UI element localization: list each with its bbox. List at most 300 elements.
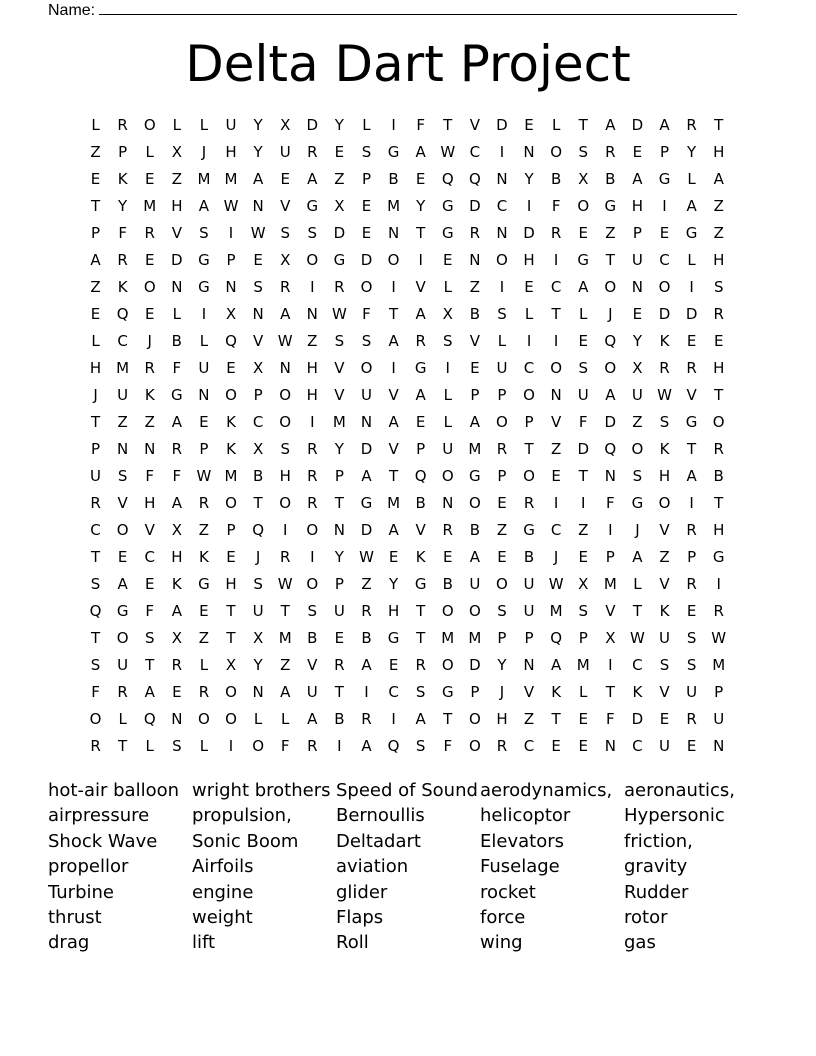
grid-letter[interactable]: R <box>117 116 128 134</box>
grid-letter[interactable]: L <box>91 116 100 134</box>
grid-letter[interactable]: X <box>578 575 589 593</box>
grid-letter[interactable]: I <box>310 548 315 566</box>
grid-letter[interactable]: R <box>90 737 101 755</box>
grid-letter[interactable]: U <box>686 683 698 701</box>
grid-letter[interactable]: L <box>443 278 452 296</box>
grid-letter[interactable]: E <box>361 224 372 242</box>
grid-letter[interactable]: A <box>307 170 318 188</box>
grid-letter[interactable]: M <box>468 629 482 647</box>
grid-letter[interactable]: W <box>657 386 672 404</box>
grid-letter[interactable]: K <box>632 683 643 701</box>
grid-letter[interactable]: P <box>714 683 724 701</box>
grid-letter[interactable]: L <box>145 737 154 755</box>
grid-letter[interactable]: M <box>387 197 401 215</box>
grid-letter[interactable]: N <box>469 251 481 269</box>
grid-letter[interactable]: L <box>199 116 209 134</box>
grid-letter[interactable]: X <box>225 656 237 674</box>
grid-letter[interactable]: Q <box>604 440 617 458</box>
grid-letter[interactable]: W <box>223 197 239 215</box>
grid-letter[interactable]: I <box>391 710 396 728</box>
grid-letter[interactable]: S <box>199 224 209 242</box>
grid-letter[interactable]: N <box>306 305 318 323</box>
grid-letter[interactable]: X <box>252 629 264 647</box>
grid-letter[interactable]: R <box>686 575 697 593</box>
grid-letter[interactable]: E <box>524 116 534 134</box>
grid-letter[interactable]: Q <box>441 170 454 188</box>
grid-letter[interactable]: G <box>306 197 319 215</box>
grid-letter[interactable]: O <box>279 386 292 404</box>
grid-letter[interactable]: A <box>388 521 399 539</box>
grid-letter[interactable]: R <box>307 494 318 512</box>
grid-letter[interactable]: A <box>144 683 155 701</box>
grid-letter[interactable]: Y <box>632 332 642 350</box>
grid-letter[interactable]: V <box>307 656 318 674</box>
grid-letter[interactable]: N <box>252 305 264 323</box>
grid-letter[interactable]: Q <box>550 629 563 647</box>
grid-letter[interactable]: X <box>171 629 182 647</box>
grid-letter[interactable]: B <box>550 170 562 188</box>
grid-letter[interactable]: F <box>172 467 182 485</box>
grid-letter[interactable]: N <box>279 359 291 377</box>
grid-letter[interactable]: E <box>551 737 561 755</box>
grid-letter[interactable]: M <box>441 629 455 647</box>
grid-letter[interactable]: Z <box>90 278 101 296</box>
grid-letter[interactable]: T <box>416 602 426 620</box>
grid-letter[interactable]: A <box>415 386 426 404</box>
grid-letter[interactable]: E <box>497 494 507 512</box>
grid-letter[interactable]: Y <box>497 656 507 674</box>
grid-letter[interactable]: Z <box>361 575 372 593</box>
grid-letter[interactable]: T <box>416 629 426 647</box>
grid-letter[interactable]: G <box>198 575 210 593</box>
grid-letter[interactable]: O <box>468 710 481 728</box>
grid-letter[interactable]: M <box>116 359 130 377</box>
grid-letter[interactable]: G <box>469 467 481 485</box>
grid-letter[interactable]: L <box>199 737 209 755</box>
grid-letter[interactable]: D <box>360 521 373 539</box>
grid-letter[interactable]: U <box>117 656 129 674</box>
grid-letter[interactable]: I <box>608 521 613 539</box>
grid-letter[interactable]: S <box>172 737 182 755</box>
grid-letter[interactable]: U <box>306 683 318 701</box>
grid-letter[interactable]: W <box>630 629 645 647</box>
grid-letter[interactable]: A <box>280 305 291 323</box>
grid-letter[interactable]: N <box>631 278 644 296</box>
grid-letter[interactable]: R <box>117 683 128 701</box>
grid-letter[interactable]: H <box>171 197 183 215</box>
grid-letter[interactable]: T <box>90 197 101 215</box>
grid-letter[interactable]: L <box>551 116 561 134</box>
grid-letter[interactable]: T <box>687 440 697 458</box>
grid-letter[interactable]: W <box>196 467 212 485</box>
grid-letter[interactable]: C <box>90 521 101 539</box>
grid-letter[interactable]: L <box>281 710 290 728</box>
grid-letter[interactable]: Z <box>659 548 670 566</box>
grid-letter[interactable]: M <box>712 656 726 674</box>
grid-letter[interactable]: E <box>226 359 236 377</box>
grid-letter[interactable]: R <box>605 143 616 161</box>
grid-letter[interactable]: U <box>523 575 535 593</box>
grid-letter[interactable]: E <box>470 359 480 377</box>
grid-letter[interactable]: E <box>497 548 507 566</box>
grid-letter[interactable]: E <box>686 602 697 620</box>
grid-letter[interactable]: H <box>713 521 725 539</box>
grid-letter[interactable]: H <box>496 710 508 728</box>
grid-letter[interactable]: M <box>143 197 157 215</box>
grid-letter[interactable]: A <box>388 413 399 431</box>
grid-letter[interactable]: R <box>686 116 697 134</box>
grid-letter[interactable]: D <box>171 251 183 269</box>
grid-letter[interactable]: T <box>253 494 263 512</box>
grid-letter[interactable]: H <box>279 467 291 485</box>
grid-letter[interactable]: J <box>147 332 152 350</box>
grid-letter[interactable]: A <box>415 710 426 728</box>
grid-letter[interactable]: R <box>198 494 210 512</box>
grid-letter[interactable]: Z <box>713 224 724 242</box>
grid-letter[interactable]: E <box>578 710 588 728</box>
grid-letter[interactable]: F <box>172 359 182 377</box>
grid-letter[interactable]: R <box>171 440 183 458</box>
grid-letter[interactable]: J <box>553 548 559 566</box>
grid-letter[interactable]: G <box>441 224 454 242</box>
grid-letter[interactable]: V <box>659 683 670 701</box>
grid-letter[interactable]: S <box>253 575 263 593</box>
grid-letter[interactable]: E <box>632 143 643 161</box>
grid-letter[interactable]: V <box>686 386 697 404</box>
grid-letter[interactable]: O <box>306 521 319 539</box>
grid-letter[interactable]: V <box>659 575 670 593</box>
grid-letter[interactable]: H <box>658 467 671 485</box>
grid-letter[interactable]: E <box>334 143 345 161</box>
grid-letter[interactable]: C <box>550 278 562 296</box>
grid-letter[interactable]: A <box>171 602 182 620</box>
grid-letter[interactable]: R <box>713 305 724 323</box>
grid-letter[interactable]: B <box>605 170 616 188</box>
grid-letter[interactable]: G <box>414 359 427 377</box>
grid-letter[interactable]: N <box>442 494 454 512</box>
grid-letter[interactable]: X <box>252 359 264 377</box>
grid-letter[interactable]: W <box>711 629 727 647</box>
grid-letter[interactable]: P <box>578 629 588 647</box>
grid-letter[interactable]: E <box>443 548 453 566</box>
grid-letter[interactable]: F <box>551 197 561 215</box>
grid-letter[interactable]: Y <box>687 143 697 161</box>
grid-letter[interactable]: E <box>632 305 643 323</box>
grid-letter[interactable]: H <box>306 359 318 377</box>
grid-letter[interactable]: R <box>144 224 155 242</box>
grid-letter[interactable]: T <box>605 683 615 701</box>
grid-letter[interactable]: O <box>604 278 617 296</box>
grid-letter[interactable]: M <box>332 413 346 431</box>
grid-letter[interactable]: Z <box>605 224 616 242</box>
grid-letter[interactable]: W <box>548 575 564 593</box>
grid-letter[interactable]: G <box>523 521 535 539</box>
grid-letter[interactable]: O <box>387 251 400 269</box>
grid-letter[interactable]: D <box>631 116 644 134</box>
grid-letter[interactable]: C <box>117 332 128 350</box>
grid-letter[interactable]: O <box>577 197 590 215</box>
grid-letter[interactable]: A <box>632 548 643 566</box>
grid-letter[interactable]: N <box>713 737 725 755</box>
grid-letter[interactable]: E <box>686 332 697 350</box>
grid-letter[interactable]: U <box>90 467 102 485</box>
grid-letter[interactable]: Z <box>198 629 210 647</box>
grid-letter[interactable]: E <box>280 170 290 188</box>
grid-letter[interactable]: Y <box>388 575 399 593</box>
grid-letter[interactable]: S <box>361 332 372 350</box>
grid-letter[interactable]: I <box>526 332 532 350</box>
grid-letter[interactable]: F <box>91 683 100 701</box>
grid-letter[interactable]: E <box>415 413 426 431</box>
grid-letter[interactable]: X <box>578 170 589 188</box>
grid-letter[interactable]: O <box>279 494 292 512</box>
grid-letter[interactable]: R <box>307 143 318 161</box>
grid-letter[interactable]: S <box>578 359 588 377</box>
grid-letter[interactable]: J <box>635 521 640 539</box>
grid-letter[interactable]: G <box>116 602 129 620</box>
grid-letter[interactable]: C <box>632 737 643 755</box>
grid-letter[interactable]: S <box>90 575 101 593</box>
grid-letter[interactable]: T <box>226 629 236 647</box>
grid-letter[interactable]: P <box>226 521 236 539</box>
grid-letter[interactable]: E <box>578 548 588 566</box>
grid-letter[interactable]: E <box>388 656 399 674</box>
grid-letter[interactable]: R <box>686 521 697 539</box>
grid-letter[interactable]: T <box>388 305 399 323</box>
grid-letter[interactable]: A <box>252 170 264 188</box>
grid-letter[interactable]: T <box>551 710 561 728</box>
grid-letter[interactable]: L <box>362 116 371 134</box>
grid-letter[interactable]: R <box>90 494 101 512</box>
grid-letter[interactable]: P <box>334 467 344 485</box>
grid-letter[interactable]: S <box>415 737 426 755</box>
grid-letter[interactable]: B <box>361 629 372 647</box>
grid-letter[interactable]: E <box>659 224 670 242</box>
grid-letter[interactable]: L <box>579 305 588 323</box>
grid-letter[interactable]: O <box>225 683 237 701</box>
grid-letter[interactable]: Q <box>414 467 427 485</box>
grid-letter[interactable]: T <box>90 413 101 431</box>
grid-letter[interactable]: R <box>713 440 724 458</box>
grid-letter[interactable]: E <box>443 251 453 269</box>
name-field[interactable] <box>48 0 748 20</box>
grid-letter[interactable]: K <box>144 386 155 404</box>
grid-letter[interactable]: O <box>143 278 156 296</box>
grid-letter[interactable]: Q <box>143 710 156 728</box>
grid-letter[interactable]: P <box>226 251 236 269</box>
grid-letter[interactable]: U <box>198 359 210 377</box>
grid-letter[interactable]: S <box>334 332 345 350</box>
grid-letter[interactable]: O <box>116 629 129 647</box>
grid-letter[interactable]: M <box>197 170 211 188</box>
grid-letter[interactable]: R <box>307 440 318 458</box>
grid-letter[interactable]: V <box>415 521 426 539</box>
grid-letter[interactable]: L <box>497 332 507 350</box>
grid-letter[interactable]: M <box>387 494 401 512</box>
grid-letter[interactable]: L <box>253 710 263 728</box>
grid-letter[interactable]: H <box>713 359 725 377</box>
grid-letter[interactable]: E <box>144 251 155 269</box>
grid-letter[interactable]: R <box>171 656 183 674</box>
grid-letter[interactable]: N <box>523 656 535 674</box>
grid-letter[interactable]: I <box>391 278 396 296</box>
grid-letter[interactable]: S <box>443 332 453 350</box>
grid-letter[interactable]: S <box>280 440 290 458</box>
grid-letter[interactable]: N <box>252 683 264 701</box>
grid-letter[interactable]: E <box>361 197 372 215</box>
grid-letter[interactable]: B <box>469 521 480 539</box>
grid-letter[interactable]: N <box>604 467 616 485</box>
grid-letter[interactable]: S <box>578 602 588 620</box>
grid-letter[interactable]: G <box>414 575 427 593</box>
grid-letter[interactable]: Z <box>551 440 562 458</box>
grid-letter[interactable]: P <box>470 386 480 404</box>
grid-letter[interactable]: H <box>713 251 725 269</box>
grid-letter[interactable]: Y <box>253 656 263 674</box>
grid-letter[interactable]: F <box>118 224 127 242</box>
grid-letter[interactable]: F <box>362 305 371 323</box>
grid-letter[interactable]: A <box>551 656 562 674</box>
grid-letter[interactable]: V <box>415 278 426 296</box>
grid-letter[interactable]: X <box>280 251 291 269</box>
grid-letter[interactable]: Z <box>496 521 508 539</box>
grid-letter[interactable]: X <box>252 440 264 458</box>
grid-letter[interactable]: P <box>497 386 507 404</box>
grid-letter[interactable]: I <box>228 737 234 755</box>
grid-letter[interactable]: T <box>145 656 155 674</box>
grid-letter[interactable]: K <box>117 170 128 188</box>
grid-letter[interactable]: X <box>171 143 182 161</box>
grid-letter[interactable]: Y <box>334 440 344 458</box>
grid-letter[interactable]: I <box>391 359 396 377</box>
grid-letter[interactable]: H <box>144 494 156 512</box>
grid-letter[interactable]: O <box>523 467 535 485</box>
grid-letter[interactable]: Z <box>469 278 480 296</box>
grid-letter[interactable]: F <box>606 710 615 728</box>
grid-letter[interactable]: U <box>659 629 670 647</box>
grid-letter[interactable]: L <box>687 251 696 269</box>
grid-letter[interactable]: X <box>632 359 643 377</box>
grid-letter[interactable]: E <box>388 548 399 566</box>
grid-letter[interactable]: T <box>334 494 344 512</box>
grid-letter[interactable]: S <box>415 683 426 701</box>
grid-letter[interactable]: R <box>686 710 697 728</box>
grid-letter[interactable]: N <box>117 440 129 458</box>
grid-letter[interactable]: B <box>388 170 399 188</box>
grid-letter[interactable]: O <box>496 413 508 431</box>
grid-letter[interactable]: C <box>469 143 481 161</box>
grid-letter[interactable]: C <box>252 413 264 431</box>
grid-letter[interactable]: S <box>632 467 643 485</box>
grid-letter[interactable]: A <box>280 683 291 701</box>
grid-letter[interactable]: R <box>415 656 426 674</box>
grid-letter[interactable]: O <box>225 494 237 512</box>
grid-letter[interactable]: R <box>550 224 562 242</box>
grid-letter[interactable]: A <box>388 332 399 350</box>
grid-letter[interactable]: S <box>659 413 670 431</box>
grid-letter[interactable]: O <box>225 710 237 728</box>
grid-letter[interactable]: Q <box>225 332 237 350</box>
grid-letter[interactable]: D <box>577 440 590 458</box>
grid-letter[interactable]: Z <box>307 332 318 350</box>
grid-letter[interactable]: E <box>199 413 209 431</box>
grid-letter[interactable]: G <box>198 278 210 296</box>
grid-letter[interactable]: U <box>360 386 372 404</box>
grid-letter[interactable]: S <box>307 224 318 242</box>
grid-letter[interactable]: Y <box>253 116 263 134</box>
grid-letter[interactable]: G <box>604 197 617 215</box>
grid-letter[interactable]: N <box>333 521 345 539</box>
grid-letter[interactable]: M <box>576 656 590 674</box>
grid-letter[interactable]: R <box>144 359 155 377</box>
grid-letter[interactable]: A <box>415 143 426 161</box>
grid-letter[interactable]: D <box>523 224 535 242</box>
grid-letter[interactable]: U <box>659 737 670 755</box>
grid-letter[interactable]: I <box>581 494 586 512</box>
grid-letter[interactable]: L <box>633 575 642 593</box>
grid-letter[interactable]: P <box>91 440 101 458</box>
grid-letter[interactable]: O <box>496 251 508 269</box>
grid-letter[interactable]: E <box>334 629 345 647</box>
grid-letter[interactable]: B <box>334 710 345 728</box>
grid-letter[interactable]: P <box>199 440 209 458</box>
grid-letter[interactable]: O <box>468 494 481 512</box>
grid-letter[interactable]: A <box>469 548 480 566</box>
grid-letter[interactable]: G <box>712 548 725 566</box>
grid-letter[interactable]: R <box>686 359 697 377</box>
grid-letter[interactable]: F <box>145 467 155 485</box>
grid-letter[interactable]: T <box>226 602 236 620</box>
grid-letter[interactable]: O <box>143 116 156 134</box>
grid-letter[interactable]: W <box>440 143 456 161</box>
grid-letter[interactable]: G <box>577 251 590 269</box>
grid-letter[interactable]: S <box>578 143 588 161</box>
grid-letter[interactable]: F <box>443 737 453 755</box>
grid-letter[interactable]: P <box>687 548 697 566</box>
grid-letter[interactable]: C <box>523 737 535 755</box>
grid-letter[interactable]: U <box>577 386 589 404</box>
grid-letter[interactable]: Z <box>144 413 155 431</box>
grid-letter[interactable]: E <box>144 575 155 593</box>
grid-letter[interactable]: I <box>391 116 396 134</box>
grid-letter[interactable]: F <box>578 413 588 431</box>
grid-letter[interactable]: R <box>523 494 535 512</box>
grid-letter[interactable]: K <box>415 548 426 566</box>
grid-letter[interactable]: R <box>361 602 372 620</box>
grid-letter[interactable]: A <box>605 386 616 404</box>
grid-letter[interactable]: Z <box>578 521 589 539</box>
grid-letter[interactable]: P <box>497 629 507 647</box>
grid-letter[interactable]: V <box>469 332 480 350</box>
grid-letter[interactable]: I <box>282 521 288 539</box>
grid-letter[interactable]: I <box>310 413 315 431</box>
grid-letter[interactable]: O <box>523 386 535 404</box>
grid-letter[interactable]: A <box>578 278 589 296</box>
grid-letter[interactable]: H <box>631 197 644 215</box>
grid-letter[interactable]: J <box>499 683 505 701</box>
grid-letter[interactable]: T <box>280 602 290 620</box>
grid-letter[interactable]: S <box>361 143 372 161</box>
grid-letter[interactable]: B <box>523 548 535 566</box>
grid-letter[interactable]: S <box>90 656 101 674</box>
grid-letter[interactable]: O <box>658 494 671 512</box>
grid-letter[interactable]: R <box>334 278 345 296</box>
grid-letter[interactable]: I <box>337 737 342 755</box>
grid-letter[interactable]: A <box>361 467 372 485</box>
grid-letter[interactable]: O <box>468 737 481 755</box>
grid-letter[interactable]: A <box>632 170 643 188</box>
grid-letter[interactable]: P <box>253 386 263 404</box>
